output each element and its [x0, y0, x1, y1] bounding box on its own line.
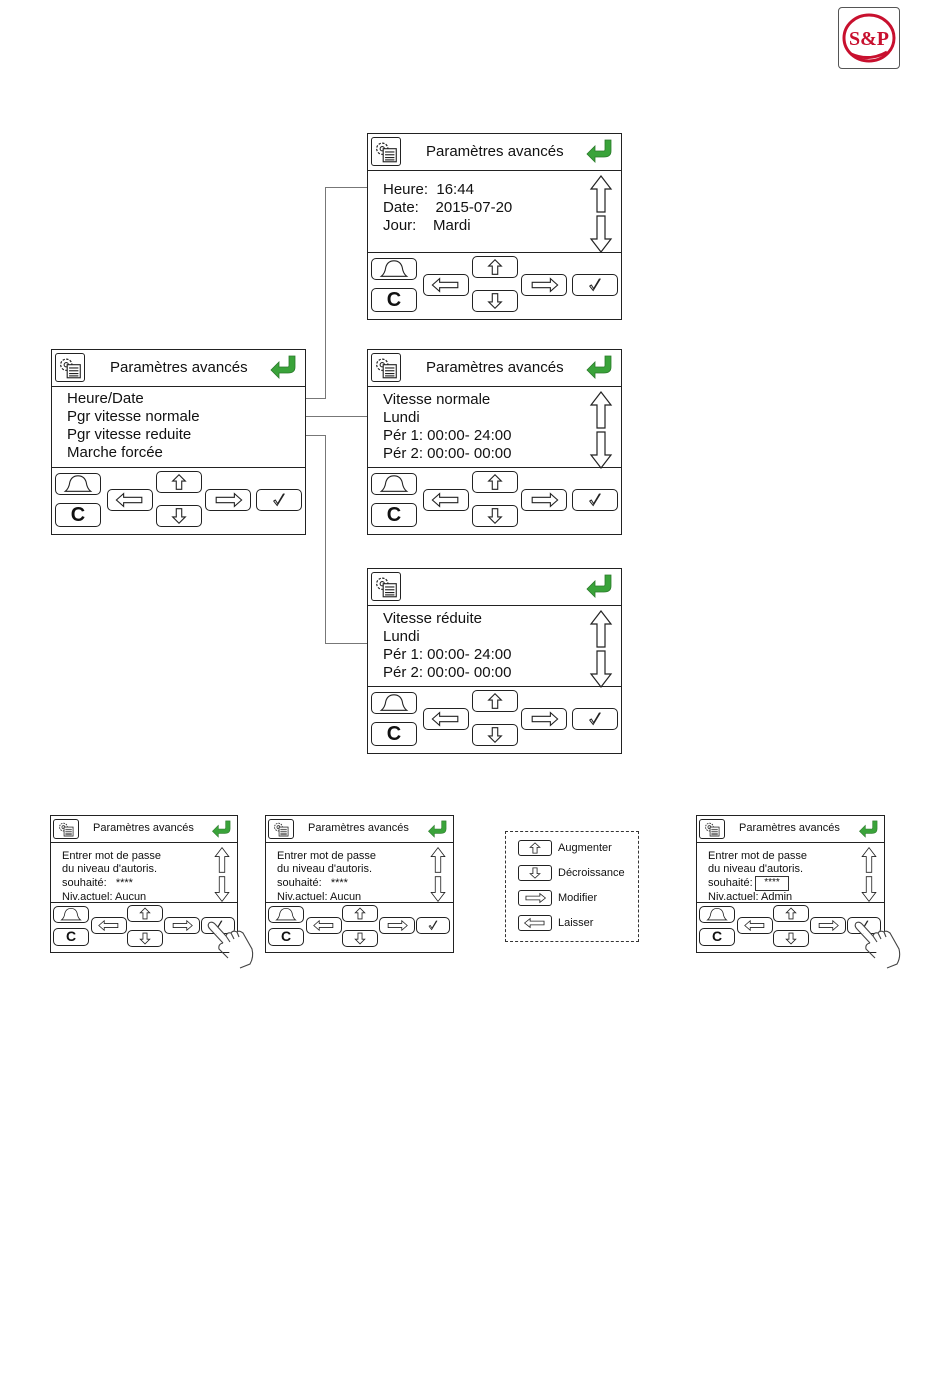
check-icon [257, 490, 301, 510]
menu-item-vitesse-normale[interactable]: Pgr vitesse normale [67, 408, 200, 425]
panel-title: Paramètres avancés [426, 143, 564, 160]
connector-line [325, 643, 367, 644]
check-icon [573, 490, 617, 510]
confirm-button[interactable] [256, 489, 302, 511]
confirm-button[interactable] [572, 489, 618, 511]
arrow-up-icon [518, 840, 552, 856]
arrow-left-icon [108, 490, 152, 510]
arrow-down-icon [774, 931, 808, 946]
heure-value[interactable]: 16:44 [436, 181, 474, 198]
button-bar [368, 252, 621, 319]
arrow-left-icon [738, 918, 772, 933]
return-arrow-icon[interactable] [427, 819, 449, 839]
panel-title: Paramètres avancés [308, 822, 409, 834]
button-bar [266, 902, 453, 952]
scroll-up-icon[interactable] [429, 847, 447, 873]
password-panel [265, 815, 454, 953]
button-bar [368, 467, 621, 534]
settings-list-icon[interactable] [371, 572, 401, 601]
heure-row [383, 181, 474, 198]
arrow-right-icon [206, 490, 250, 510]
right-button[interactable] [521, 708, 567, 730]
return-arrow-icon[interactable] [858, 819, 880, 839]
right-button[interactable] [521, 274, 567, 296]
clear-button[interactable]: C [371, 288, 417, 312]
panel-title: Paramètres avancés [110, 359, 248, 376]
left-button[interactable] [423, 274, 469, 296]
jour-value[interactable]: Mardi [433, 217, 471, 234]
panel-content [368, 171, 621, 253]
scroll-up-icon[interactable] [589, 175, 613, 213]
arrow-left-icon [518, 915, 552, 931]
clear-button[interactable]: C [53, 928, 89, 946]
settings-list-icon[interactable] [371, 137, 401, 166]
panel-header [52, 350, 305, 387]
left-button[interactable] [306, 917, 342, 934]
arrow-right-icon [380, 918, 414, 933]
sp-logo-mark [839, 8, 899, 68]
confirm-button[interactable] [572, 274, 618, 296]
clear-button[interactable]: C [371, 503, 417, 527]
svg-text:S&P: S&P [849, 28, 889, 50]
menu-list [52, 387, 305, 469]
up-button[interactable] [156, 471, 202, 493]
clear-button[interactable]: C [699, 928, 735, 946]
connector-line [325, 187, 326, 399]
left-button[interactable] [107, 489, 153, 511]
arrow-left-icon [424, 490, 468, 510]
down-button[interactable] [472, 724, 518, 746]
settings-list-icon[interactable] [53, 819, 79, 839]
check-icon [573, 275, 617, 295]
bell-button[interactable] [371, 258, 417, 280]
left-button[interactable] [91, 917, 127, 934]
clear-button[interactable]: C [55, 503, 101, 527]
connector-line [325, 435, 326, 643]
bell-button[interactable] [699, 906, 735, 923]
scroll-up-icon[interactable] [860, 847, 878, 873]
arrow-up-icon [473, 257, 517, 277]
scroll-up-icon[interactable] [589, 610, 613, 648]
up-button[interactable] [472, 256, 518, 278]
content-line: Niv.actuel: Admin [708, 891, 793, 903]
connector-line [325, 187, 367, 188]
jour-row [383, 217, 471, 234]
content-line: Entrer mot de passe [708, 850, 808, 862]
content-line[interactable]: Pér 1: 00:00- 24:00 [383, 427, 512, 444]
legend-label: Décroissance [558, 867, 625, 879]
legend-label: Laisser [558, 917, 594, 929]
bell-button[interactable] [268, 906, 304, 923]
password-input[interactable]: **** [755, 876, 789, 891]
content-line[interactable]: Pér 1: 00:00- 24:00 [383, 646, 512, 663]
arrow-right-icon [522, 709, 566, 729]
return-arrow-icon[interactable] [585, 573, 615, 599]
scroll-down-icon[interactable] [429, 876, 447, 902]
bell-icon [372, 259, 416, 279]
panel-header [368, 569, 621, 606]
arrow-left-icon [424, 709, 468, 729]
confirm-button[interactable] [416, 917, 450, 934]
panel-header [368, 350, 621, 387]
content-line: souhaité: [708, 877, 753, 889]
down-button[interactable] [773, 930, 809, 947]
legend-label: Augmenter [558, 842, 612, 854]
panel-content [368, 606, 621, 688]
panel-content [266, 843, 453, 905]
hand-pointer-icon [206, 918, 256, 970]
arrow-up-icon [473, 472, 517, 492]
heure-label: Heure: [383, 181, 429, 198]
scroll-down-icon[interactable] [589, 650, 613, 688]
arrow-up-icon [473, 691, 517, 711]
button-bar [52, 467, 305, 534]
arrow-down-icon [473, 291, 517, 311]
arrow-down-icon [473, 506, 517, 526]
button-legend [505, 831, 639, 942]
arrow-right-icon [522, 275, 566, 295]
button-bar [368, 686, 621, 753]
legend-label: Modifier [558, 892, 598, 904]
arrow-down-icon [343, 931, 377, 946]
settings-list-icon[interactable] [268, 819, 294, 839]
scroll-up-icon[interactable] [589, 391, 613, 429]
hand-pointer-icon [853, 918, 903, 970]
scroll-down-icon[interactable] [213, 876, 231, 902]
content-line[interactable]: Pér 2: 00:00- 00:00 [383, 445, 512, 462]
arrow-right-icon [811, 918, 845, 933]
panel-content [51, 843, 237, 905]
settings-list-icon[interactable] [55, 353, 85, 382]
password-line[interactable]: souhaité: **** [62, 877, 133, 889]
content-line: Entrer mot de passe [62, 850, 162, 862]
arrow-left-icon [307, 918, 341, 933]
check-icon [573, 709, 617, 729]
date-label: Date: [383, 199, 419, 216]
vitesse-reduite-panel [367, 568, 622, 754]
content-line: Niv.actuel: Aucun [277, 891, 362, 903]
return-arrow-icon[interactable] [585, 138, 615, 164]
panel-title: Paramètres avancés [739, 822, 840, 834]
bell-icon [269, 907, 303, 922]
jour-label: Jour: [383, 217, 417, 234]
bell-icon [700, 907, 734, 922]
return-arrow-icon[interactable] [269, 354, 299, 380]
bell-icon [372, 474, 416, 494]
panel-title: Paramètres avancés [426, 359, 564, 376]
up-button[interactable] [342, 905, 378, 922]
down-button[interactable] [127, 930, 163, 947]
arrow-left-icon [92, 918, 126, 933]
arrow-up-icon [128, 906, 162, 921]
right-button[interactable] [379, 917, 415, 934]
down-button[interactable] [342, 930, 378, 947]
arrow-down-icon [518, 865, 552, 881]
bell-button[interactable] [371, 473, 417, 495]
menu-panel [51, 349, 306, 535]
panel-header [266, 816, 453, 843]
up-button[interactable] [472, 690, 518, 712]
left-button[interactable] [423, 489, 469, 511]
content-line: du niveau d'autoris. [62, 863, 158, 875]
arrow-right-icon [518, 890, 552, 906]
down-button[interactable] [156, 505, 202, 527]
arrow-up-icon [774, 906, 808, 921]
down-button[interactable] [472, 290, 518, 312]
menu-item-vitesse-reduite[interactable]: Pgr vitesse reduite [67, 426, 192, 443]
content-line: Entrer mot de passe [277, 850, 377, 862]
bell-button[interactable] [55, 473, 101, 495]
bell-icon [56, 474, 100, 494]
arrow-up-icon [343, 906, 377, 921]
down-button[interactable] [472, 505, 518, 527]
panel-header [51, 816, 237, 843]
scroll-down-icon[interactable] [860, 876, 878, 902]
settings-list-icon[interactable] [699, 819, 725, 839]
scroll-down-icon[interactable] [589, 215, 613, 253]
settings-list-icon[interactable] [371, 353, 401, 382]
check-icon [417, 918, 449, 933]
vitesse-normale-panel [367, 349, 622, 535]
panel-title: Paramètres avancés [93, 822, 194, 834]
left-button[interactable] [423, 708, 469, 730]
password-line[interactable]: souhaité: **** [277, 877, 348, 889]
right-button[interactable] [521, 489, 567, 511]
panel-header [368, 134, 621, 171]
content-line[interactable]: Lundi [383, 628, 420, 645]
sp-logo [838, 7, 900, 69]
menu-item-heure-date[interactable]: Heure/Date [67, 390, 144, 407]
arrow-down-icon [128, 931, 162, 946]
return-arrow-icon[interactable] [211, 819, 233, 839]
right-button[interactable] [205, 489, 251, 511]
arrow-right-icon [165, 918, 199, 933]
content-line: du niveau d'autoris. [708, 863, 804, 875]
panel-header [697, 816, 884, 843]
up-button[interactable] [773, 905, 809, 922]
date-value[interactable]: 2015-07-20 [435, 199, 513, 216]
right-button[interactable] [164, 917, 200, 934]
left-button[interactable] [737, 917, 773, 934]
panel-content [697, 843, 884, 905]
return-arrow-icon[interactable] [585, 354, 615, 380]
content-line[interactable]: Pér 2: 00:00- 00:00 [383, 664, 512, 681]
content-line: Vitesse normale [383, 391, 491, 408]
clear-button[interactable]: C [371, 722, 417, 746]
content-line[interactable]: Lundi [383, 409, 420, 426]
panel-content [368, 387, 621, 469]
clear-button[interactable]: C [268, 928, 304, 946]
arrow-right-icon [522, 490, 566, 510]
arrow-down-icon [157, 506, 201, 526]
menu-item-marche-forcee[interactable]: Marche forcée [67, 444, 163, 461]
arrow-down-icon [473, 725, 517, 745]
up-button[interactable] [472, 471, 518, 493]
date-row [383, 199, 512, 216]
arrow-left-icon [424, 275, 468, 295]
scroll-down-icon[interactable] [589, 431, 613, 469]
heure-date-panel [367, 133, 622, 320]
scroll-up-icon[interactable] [213, 847, 231, 873]
confirm-button[interactable] [572, 708, 618, 730]
bell-button[interactable] [371, 692, 417, 714]
content-line: Niv.actuel: Aucun [62, 891, 147, 903]
arrow-up-icon [157, 472, 201, 492]
content-line: Vitesse réduite [383, 610, 482, 627]
right-button[interactable] [810, 917, 846, 934]
bell-button[interactable] [53, 906, 89, 923]
up-button[interactable] [127, 905, 163, 922]
content-line: du niveau d'autoris. [277, 863, 373, 875]
bell-icon [54, 907, 88, 922]
bell-icon [372, 693, 416, 713]
